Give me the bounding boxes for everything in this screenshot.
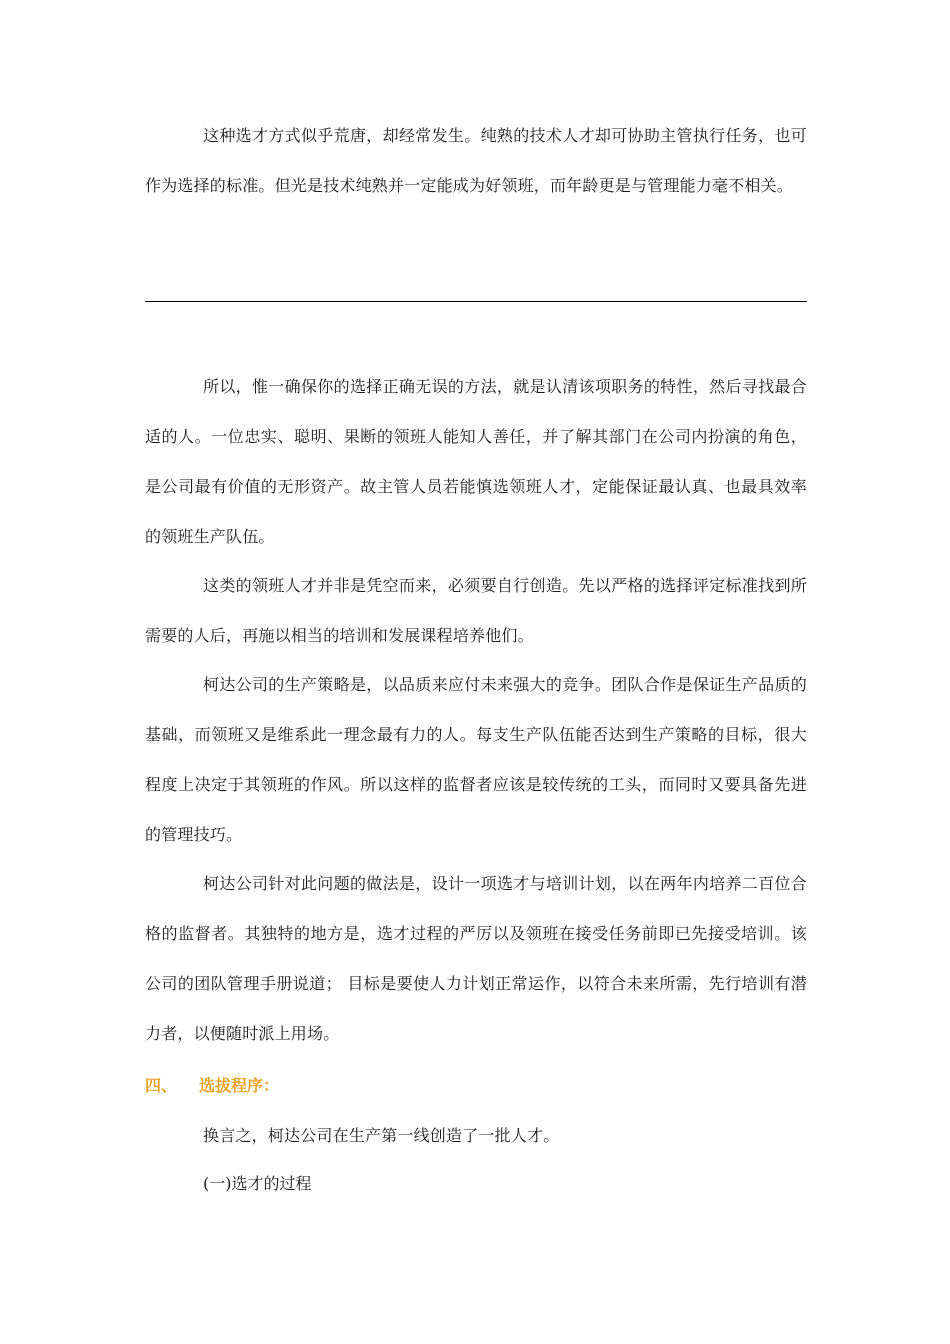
paragraph-selection-method: 这种选才方式似乎荒唐，却经常发生。纯熟的技术人才却可协助主管执行任务，也可作为选择的标准。但光是技术纯熟并一定能成为好领班，而年龄更是与管理能力毫不相关。 <box>145 126 807 195</box>
horizontal-divider <box>145 301 807 302</box>
paragraph-in-other-words: 换言之，柯达公司在生产第一线创造了一批人才。 <box>203 1126 560 1145</box>
section-title: 选拔程序： <box>199 1076 280 1095</box>
section-number: 四、 <box>145 1076 178 1095</box>
paragraph-create-talent: 这类的领班人才并非是凭空而来，必须要自行创造。先以严格的选择评定标准找到所需要的人后，再施以相当的培训和发展课程培养他们。 <box>145 576 807 645</box>
paragraph-choose-right-person: 所以，惟一确保你的选择正确无误的方法，就是认清该项职务的特性，然后寻找最合适的人。一位忠实、聪明、果断的领班人能知人善任，并了解其部门在公司内扮演的角色，是公司最有价值的无形资产。故主管人员若能慎选领班人才，定能保证最认真、也最具效率的领班生产队伍。 <box>145 377 807 546</box>
subheading-selection-process: (一)选才的过程 <box>203 1174 312 1193</box>
section-heading <box>145 1068 279 1104</box>
paragraph-kodak-plan: 柯达公司针对此问题的做法是，设计一项选才与培训计划，以在两年内培养二百位合格的监督者。其独特的地方是，选才过程的严厉以及领班在接受任务前即已先接受培训。该公司的团队管理手册说道； 目标是要使人力计划正常运作，以符合未来所需，先行培训有潜力者，以便随时派上用场。 <box>145 874 807 1043</box>
paragraph-kodak-strategy: 柯达公司的生产策略是，以品质来应付未来强大的竞争。团队合作是保证生产品质的基础，而领班又是维系此一理念最有力的人。每支生产队伍能否达到生产策略的目标，很大程度上决定于其领班的作风。所以这样的监督者应该是较传统的工头，而同时又要具备先进的管理技巧。 <box>145 675 807 844</box>
